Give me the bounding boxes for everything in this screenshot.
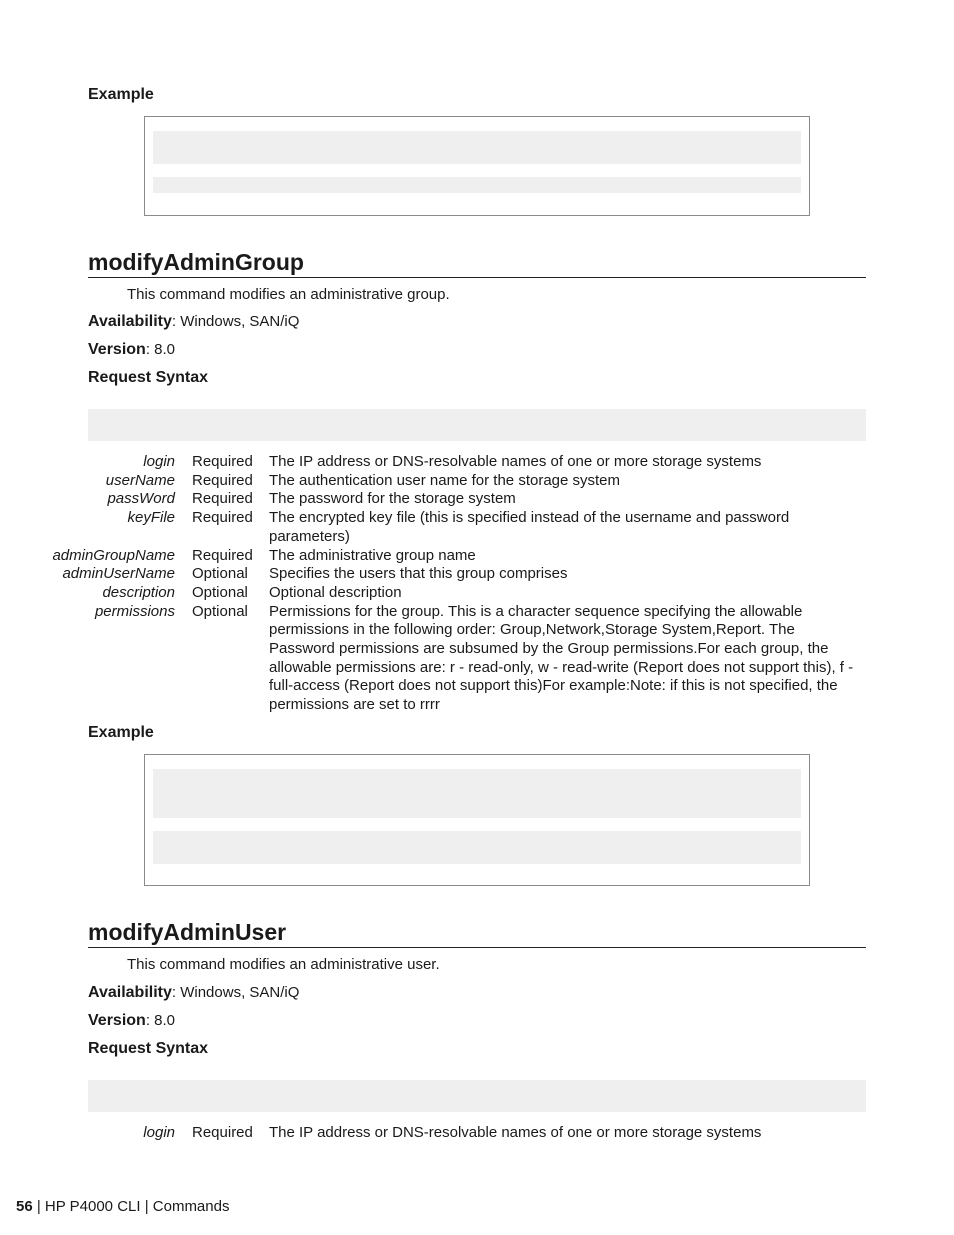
page-footer xyxy=(16,1198,229,1215)
param-row xyxy=(0,547,954,566)
param-requirement: Required xyxy=(192,546,253,564)
param-row xyxy=(0,603,954,715)
code-line xyxy=(153,831,801,864)
param-description: The encrypted key file (this is specified instead of the username and password parameters) xyxy=(269,509,790,545)
param-name: userName xyxy=(105,471,175,489)
param-requirement: Required xyxy=(192,471,253,489)
version-value: : 8.0 xyxy=(145,1012,175,1029)
example-heading: Example xyxy=(88,86,154,103)
param-description: The IP address or DNS-resolvable names of one or more storage systems xyxy=(269,1124,762,1141)
section-description: This command modifies an administrative group. xyxy=(127,286,450,303)
section-title-modifyadminuser: modifyAdminUser xyxy=(88,918,866,948)
param-name: permissions xyxy=(94,602,175,620)
param-name: keyFile xyxy=(127,509,175,527)
param-row xyxy=(0,453,954,472)
section-title-modifyadmingroup: modifyAdminGroup xyxy=(88,248,866,278)
version-label: Version xyxy=(88,341,146,358)
example-heading: Example xyxy=(88,724,154,741)
param-name: login xyxy=(143,453,175,470)
availability-value: : Windows, SAN/iQ xyxy=(171,984,300,1001)
code-line xyxy=(153,131,801,164)
param-row xyxy=(0,584,954,603)
page-number: 56 xyxy=(16,1198,33,1215)
version-line xyxy=(88,1012,175,1030)
param-requirement: Optional xyxy=(192,565,248,583)
param-description: The authentication user name for the storage system xyxy=(269,471,621,489)
parameter-table xyxy=(0,1124,954,1143)
param-row xyxy=(0,1124,954,1143)
param-requirement: Optional xyxy=(192,583,248,601)
param-requirement: Required xyxy=(192,453,253,470)
availability-line xyxy=(88,313,299,331)
request-syntax-block xyxy=(88,409,866,441)
param-name: passWord xyxy=(107,490,175,508)
code-line xyxy=(153,177,801,193)
parameter-table xyxy=(0,453,954,715)
param-row xyxy=(0,472,954,491)
param-description: Optional description xyxy=(269,583,402,601)
code-line xyxy=(153,769,801,818)
availability-value: : Windows, SAN/iQ xyxy=(171,313,300,330)
param-name: description xyxy=(102,583,175,601)
param-name: adminUserName xyxy=(62,565,175,583)
param-name: adminGroupName xyxy=(52,546,175,564)
section-description: This command modifies an administrative user. xyxy=(127,956,440,973)
param-requirement: Required xyxy=(192,490,253,508)
availability-line xyxy=(88,984,299,1002)
param-requirement: Required xyxy=(192,1124,253,1141)
example-code-box xyxy=(144,116,810,216)
param-name: login xyxy=(143,1124,175,1141)
version-value: : 8.0 xyxy=(145,341,175,358)
param-row xyxy=(0,565,954,584)
availability-label: Availability xyxy=(88,984,172,1001)
param-description: The IP address or DNS-resolvable names of one or more storage systems xyxy=(269,453,762,470)
param-row xyxy=(0,490,954,509)
param-requirement: Optional xyxy=(192,602,248,620)
version-label: Version xyxy=(88,1012,146,1029)
version-line xyxy=(88,341,175,359)
param-requirement: Required xyxy=(192,509,253,527)
param-description: Permissions for the group. This is a character sequence specifying the allowable permissions in the following order: Group,Network,Storage System,Report. The Password permissions are subsumed by the Group permissions.For each group, the allowable permissions are: r - read-only, w - read-write (Report does not support this), f - full-access (Report does not support this)For example:Note: if this is not specified, the permissions are set to rrrr xyxy=(269,602,854,714)
footer-text: | HP P4000 CLI | Commands xyxy=(32,1198,230,1215)
example-code-box xyxy=(144,754,810,886)
request-syntax-label: Request Syntax xyxy=(88,369,209,386)
availability-label: Availability xyxy=(88,313,172,330)
param-description: Specifies the users that this group comprises xyxy=(269,565,568,583)
param-description: The administrative group name xyxy=(269,546,476,564)
request-syntax-block xyxy=(88,1080,866,1112)
request-syntax-label: Request Syntax xyxy=(88,1040,209,1057)
param-row xyxy=(0,509,954,546)
param-description: The password for the storage system xyxy=(269,490,516,508)
